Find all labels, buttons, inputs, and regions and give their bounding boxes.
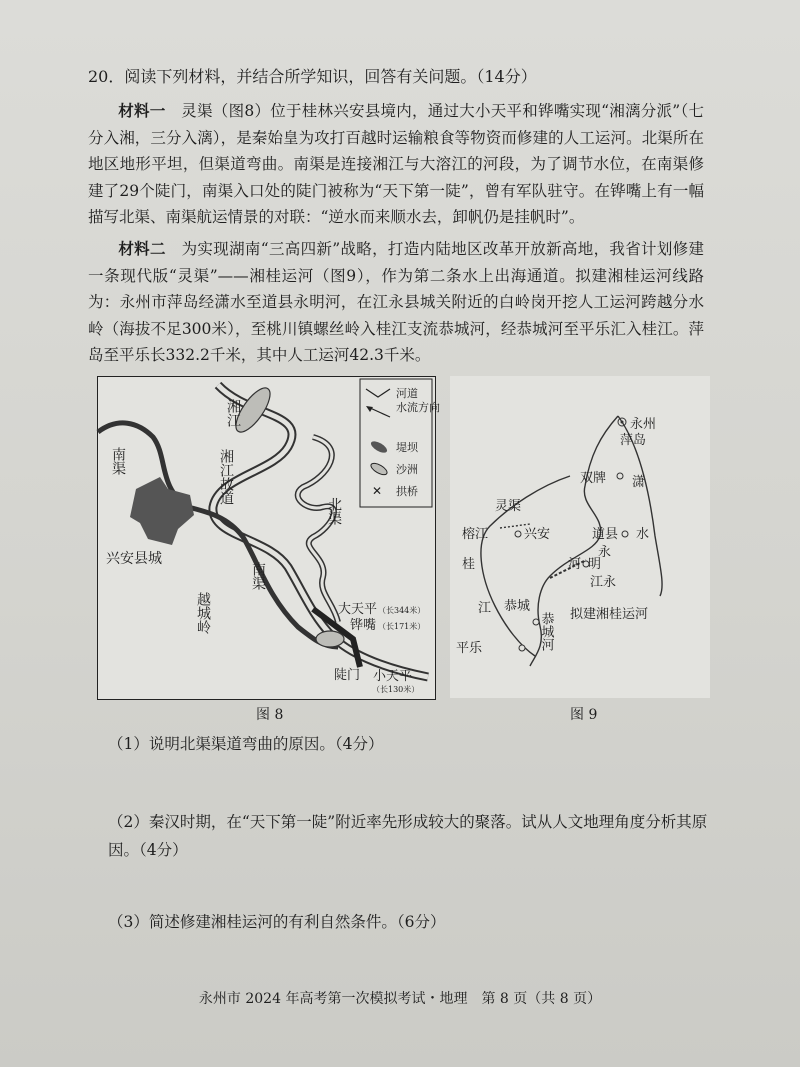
label-gongcheng-he: 恭城河	[538, 612, 554, 651]
xingan-dot	[515, 531, 521, 537]
label-gongcheng: 恭城	[504, 599, 531, 614]
label-rongjiang: 榕江	[462, 527, 489, 542]
label-yuecheng: 越城岭	[195, 592, 211, 634]
label-yong: 永	[598, 545, 612, 560]
legend-bridge-label: 拱桥	[396, 485, 418, 498]
label-xiao-tianping: 小天平	[373, 669, 413, 684]
label-he: 河	[568, 557, 582, 572]
legend-sandbar-label: 沙洲	[396, 463, 418, 476]
label-pingle: 平乐	[456, 641, 483, 656]
label-xingan-9: 兴安	[524, 527, 551, 542]
label-yongzhou: 永州	[630, 417, 657, 432]
label-jiang: 江	[478, 601, 492, 616]
legend-dam-label: 堤坝	[396, 441, 418, 454]
label-huazui: 铧嘴	[350, 618, 377, 633]
material-two-text: 为实现湖南“三高四新”战略，打造内陆地区改革开放新高地，我省计划修建一条现代版“灵渠”——湘桂运河（图9），作为第二条水上出海通道。拟建湘桂运河线路为：永州市萍岛经潇水至道县永明河，在江永县城关附近的白岭岗开挖人工运河跨越分水岭（海拔不足300米），至桃川镇螺丝岭入桂江支流恭城河，经恭城河至平乐汇入桂江。萍岛至平乐长332.2千米，其中人工运河42.3千米。	[88, 240, 704, 364]
material-one	[88, 98, 704, 231]
label-doumen: 陡门	[334, 668, 361, 683]
label-jiangyong: 江永	[590, 575, 617, 590]
pingle-dot	[519, 645, 525, 651]
label-shuangpai: 双牌	[580, 471, 607, 486]
figure-8-caption: 图 8	[256, 707, 284, 723]
legend-bridge-icon: ✕	[372, 484, 383, 498]
shuangpai-dot	[617, 473, 623, 479]
question-title: 20．阅读下列材料，并结合所学知识，回答有关问题。（14分）	[88, 67, 537, 86]
page-footer: 永州市 2024 年高考第一次模拟考试・地理 第 8 页（共 8 页）	[198, 991, 602, 1007]
figure-9-map	[450, 376, 710, 698]
label-xiao-tianping-len: （长130米）	[372, 685, 420, 694]
legend-flow-label: 水流方向	[396, 401, 440, 414]
label-da-tianping: 大天平	[338, 602, 378, 617]
label-xingan: 兴安县城	[106, 551, 162, 567]
label-ming: 明	[588, 557, 602, 572]
label-da-tianping-len: （长344米）	[378, 606, 426, 615]
sub-question-3: （3）简述修建湘桂运河的有利自然条件。（6分）	[108, 913, 446, 931]
label-xiang-jiang-gudao: 湘江故道	[218, 449, 234, 505]
xingan-town-area	[130, 477, 194, 545]
label-huazui-len: （长171米）	[378, 622, 426, 631]
label-gui: 桂	[462, 557, 476, 572]
material-two-label: 材料二	[118, 239, 166, 258]
label-daoxian: 道县	[592, 527, 619, 542]
sandbar-shape-2	[316, 631, 344, 647]
label-nan-qu: 南渠	[250, 562, 266, 590]
label-lingqu: 灵渠	[495, 499, 522, 514]
material-one-label: 材料一	[118, 101, 166, 120]
figure-8-svg	[98, 377, 440, 699]
label-canal: 拟建湘桂运河	[570, 607, 649, 622]
sub-question-1: （1）说明北渠渠道弯曲的原因。（4分）	[108, 735, 384, 753]
label-shui: 水	[636, 527, 650, 542]
label-pingdao: 萍岛	[620, 433, 647, 448]
figure-9-caption: 图 9	[570, 707, 598, 723]
material-two	[88, 236, 704, 369]
sub-question-2: （2）秦汉时期，在“天下第一陡”附近率先形成较大的聚落。试从人文地理角度分析其原因。（4分）	[108, 813, 708, 859]
label-bei-qu: 北渠	[326, 497, 342, 525]
figure-8-map	[97, 376, 440, 700]
label-xiao: 潇	[632, 475, 646, 490]
label-xiang-jiang: 湘江	[225, 399, 241, 427]
legend-river-label: 河道	[396, 387, 418, 400]
daoxian-dot	[622, 531, 628, 537]
material-one-text: 灵渠（图8）位于桂林兴安县境内，通过大小天平和铧嘴实现“湘漓分派”（七分入湘，三分入漓），是秦始皇为攻打百越时运输粮食等物资而修建的人工运河。北渠所在地区地形平坦，但渠道弯曲。南渠是连接湘江与大溶江的河段，为了调节水位，在南渠修建了29个陡门，南渠入口处的陡门被称为“天下第一陡”，曾有军队驻守。在铧嘴上有一幅描写北渠、南渠航运情景的对联：“逆水而来顺水去，卸帆仍是挂帆时”。	[88, 102, 704, 226]
label-nan-qu-left: 南渠	[110, 447, 126, 475]
figure-9-svg	[450, 376, 710, 698]
